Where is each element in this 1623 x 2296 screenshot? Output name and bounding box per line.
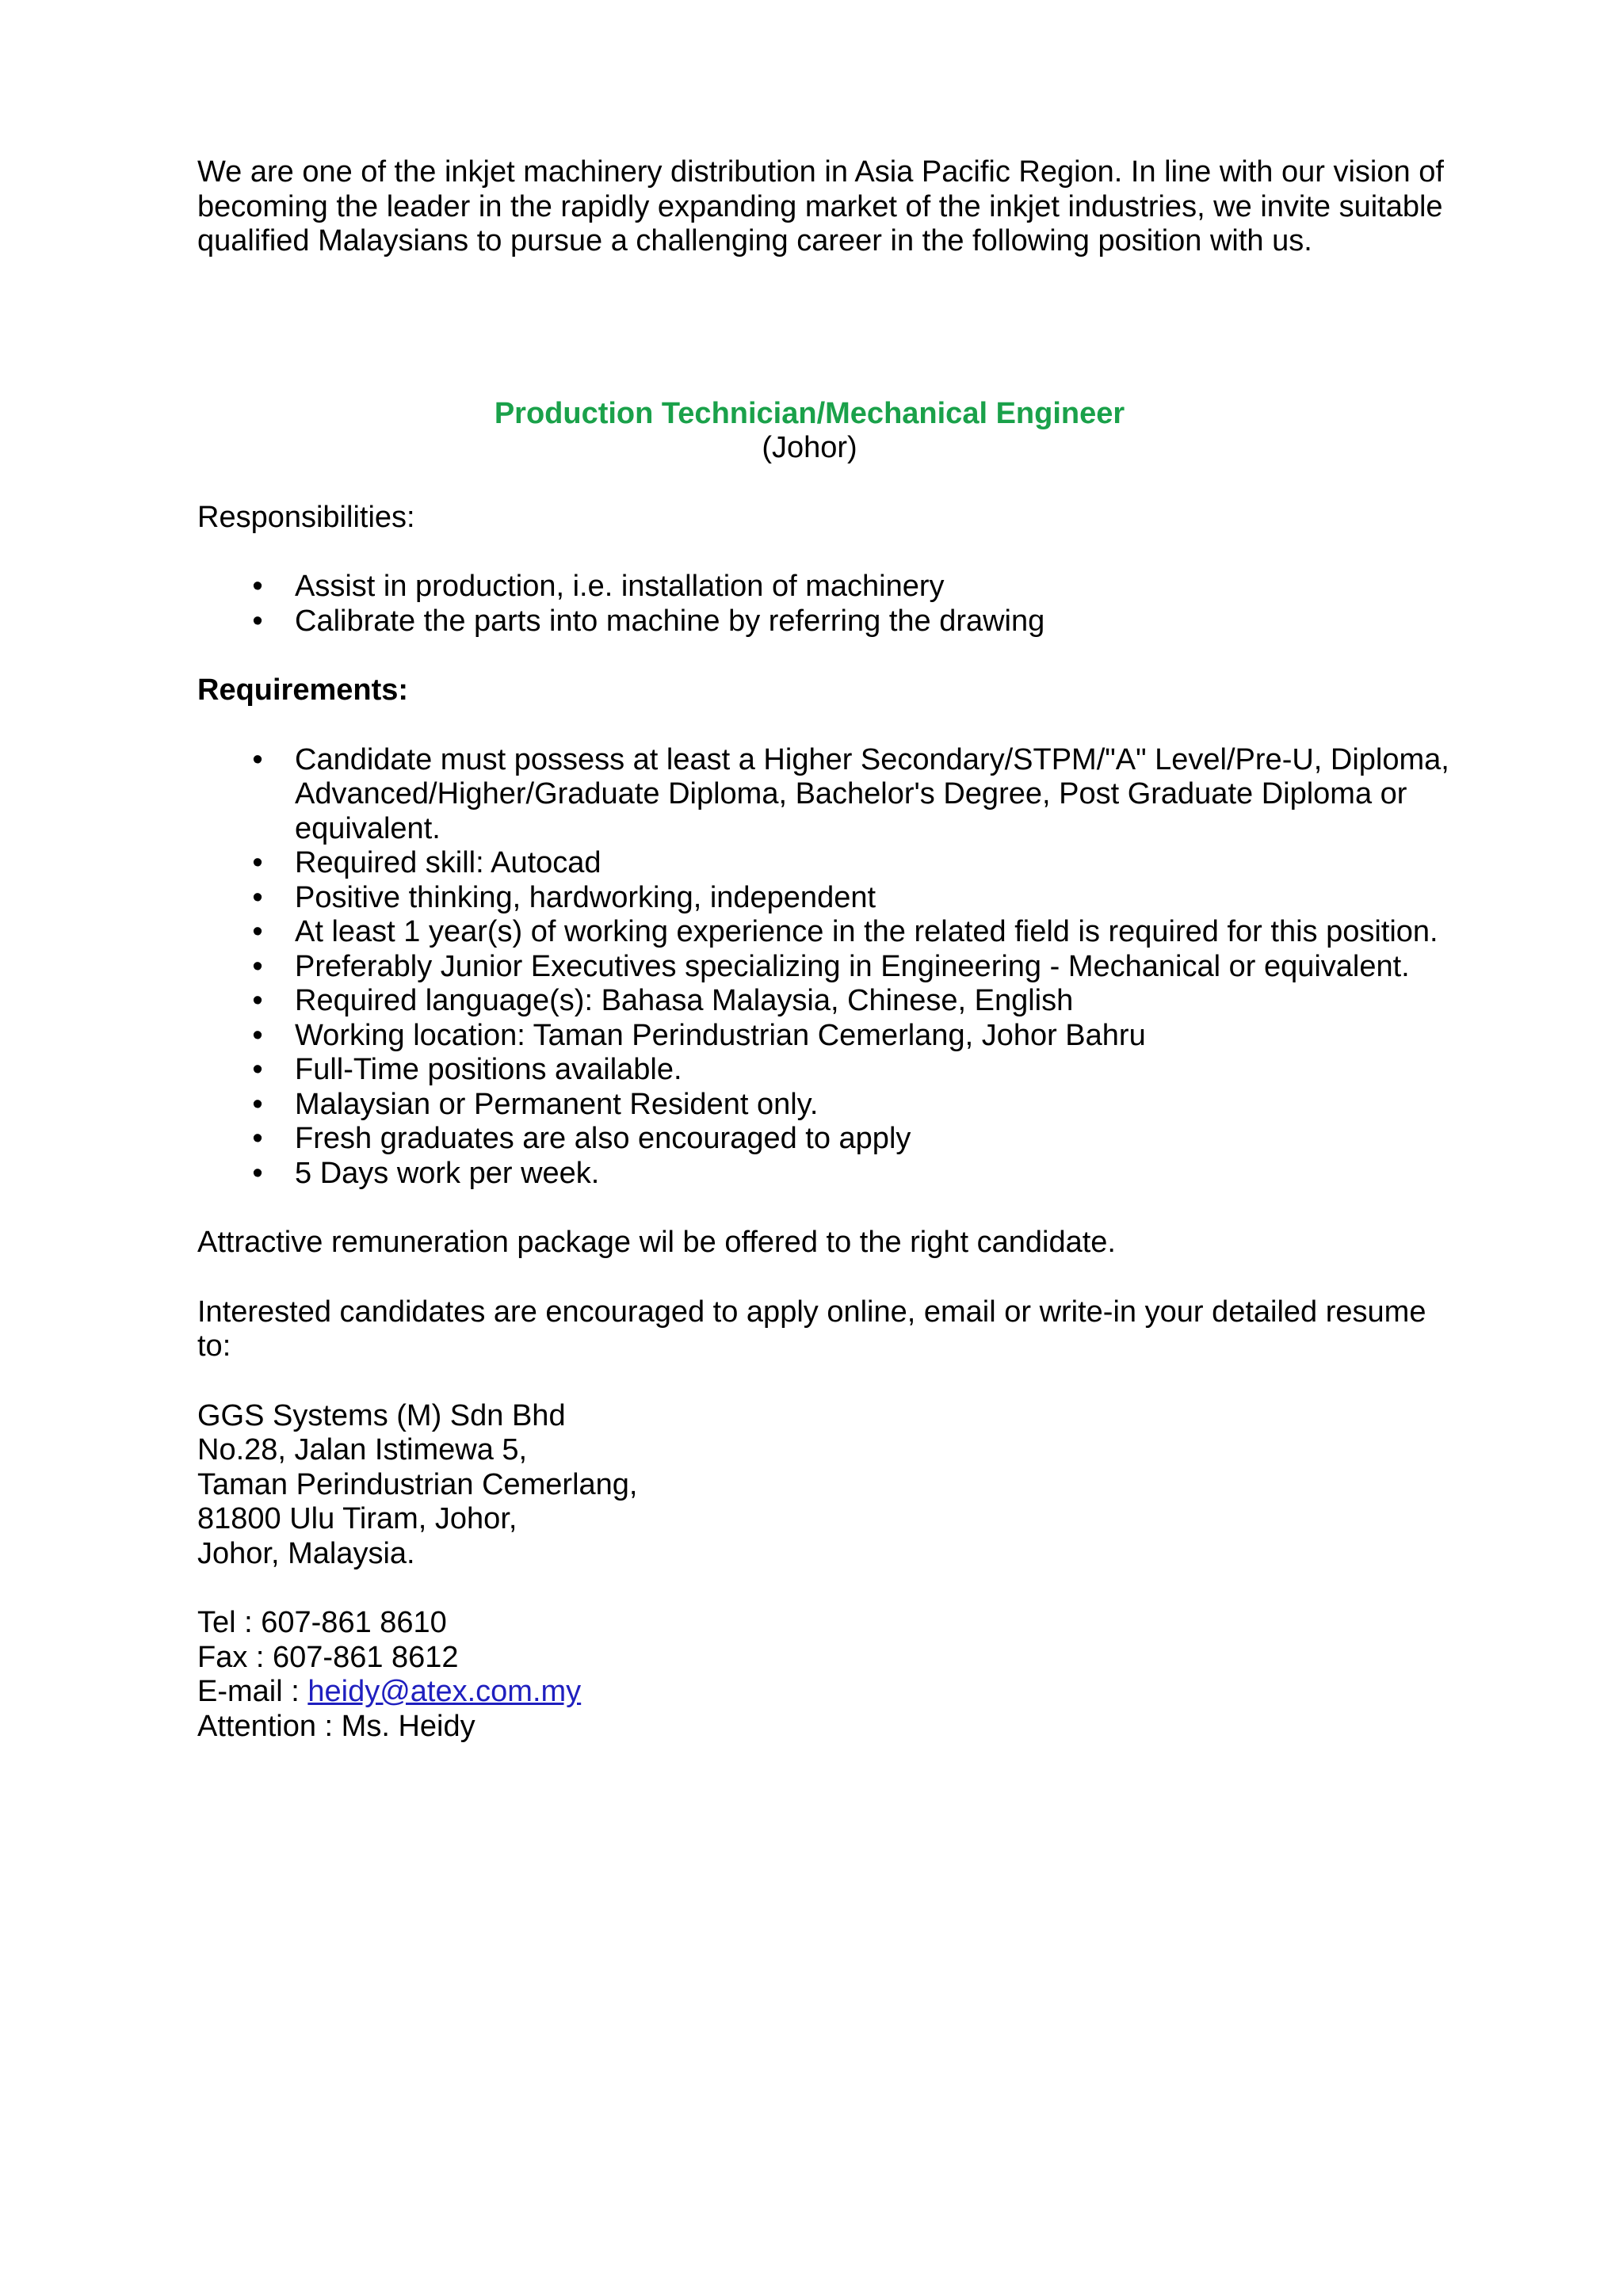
tel-line: Tel : 607-861 8610 xyxy=(197,1606,447,1639)
bullet-icon: • xyxy=(252,1053,263,1086)
bullet-icon: • xyxy=(252,1156,263,1190)
requirements-heading: Requirements: xyxy=(197,673,409,707)
bullet-icon: • xyxy=(252,1087,263,1121)
list-item: • Malaysian or Permanent Resident only. xyxy=(197,1088,1449,1123)
bullet-icon: • xyxy=(252,949,263,983)
bullet-icon: • xyxy=(252,880,263,914)
list-item: • Candidate must possess at least a Higher Secondary/STPM/"A" Level/Pre-U, Diploma, Advanced/Higher/Graduate Diploma, Bachelor's Degree, Post Graduate Diploma or equivalent. xyxy=(197,743,1449,847)
bullet-icon: • xyxy=(252,915,263,948)
list-item: • Required skill: Autocad xyxy=(197,846,1449,881)
bullet-icon: • xyxy=(252,984,263,1017)
bullet-icon: • xyxy=(252,604,263,638)
bullet-icon: • xyxy=(252,846,263,879)
address-line: Taman Perindustrian Cemerlang, xyxy=(197,1467,638,1501)
company-name: GGS Systems (M) Sdn Bhd xyxy=(197,1398,566,1432)
email-link[interactable]: heidy@atex.com.my xyxy=(307,1675,582,1708)
requirements-list xyxy=(197,743,1449,1192)
bullet-icon: • xyxy=(252,1018,263,1052)
address-line: Johor, Malaysia. xyxy=(197,1536,415,1570)
attention-line: Attention : Ms. Heidy xyxy=(197,1709,475,1743)
company-address xyxy=(197,1399,1449,1572)
email-line xyxy=(197,1675,1449,1710)
address-line: 81800 Ulu Tiram, Johor, xyxy=(197,1502,517,1535)
apply-instructions: Interested candidates are encouraged to apply online, email or write-in your detailed resume to: xyxy=(197,1295,1426,1363)
fax-line: Fax : 607-861 8612 xyxy=(197,1640,459,1674)
job-posting xyxy=(197,155,1449,1744)
job-location: (Johor) xyxy=(762,431,857,464)
list-item: • Preferably Junior Executives specializing in Engineering - Mechanical or equivalent. xyxy=(197,950,1449,985)
intro-paragraph: We are one of the inkjet machinery distribution in Asia Pacific Region. In line with our vision of becoming the leader in the rapidly expanding market of the inkjet industries, we invite suitable qualified Malaysians to pursue a challenging career in the following position with us. xyxy=(197,155,1444,257)
address-line: No.28, Jalan Istimewa 5, xyxy=(197,1433,528,1466)
list-item: • Fresh graduates are also encouraged to apply xyxy=(197,1122,1449,1157)
list-item: • At least 1 year(s) of working experience in the related field is required for this position. xyxy=(197,915,1449,950)
list-item: • 5 Days work per week. xyxy=(197,1157,1449,1192)
job-title-block xyxy=(197,397,1422,466)
list-item: • Calibrate the parts into machine by referring the drawing xyxy=(197,605,1449,639)
list-item: • Working location: Taman Perindustrian Cemerlang, Johor Bahru xyxy=(197,1019,1449,1054)
job-title: Production Technician/Mechanical Engineer xyxy=(494,396,1125,430)
email-label: E-mail : xyxy=(197,1675,308,1708)
list-item: • Required language(s): Bahasa Malaysia, Chinese, English xyxy=(197,984,1449,1019)
bullet-icon: • xyxy=(252,742,263,776)
list-item: • Assist in production, i.e. installation of machinery xyxy=(197,570,1449,605)
bullet-icon: • xyxy=(252,570,263,603)
contact-details xyxy=(197,1606,1449,1744)
responsibilities-heading: Responsibilities: xyxy=(197,500,415,534)
list-item: • Positive thinking, hardworking, independent xyxy=(197,881,1449,916)
remuneration-text: Attractive remuneration package wil be offered to the right candidate. xyxy=(197,1226,1116,1259)
list-item: • Full-Time positions available. xyxy=(197,1053,1449,1088)
responsibilities-list xyxy=(197,570,1449,639)
bullet-icon: • xyxy=(252,1122,263,1155)
